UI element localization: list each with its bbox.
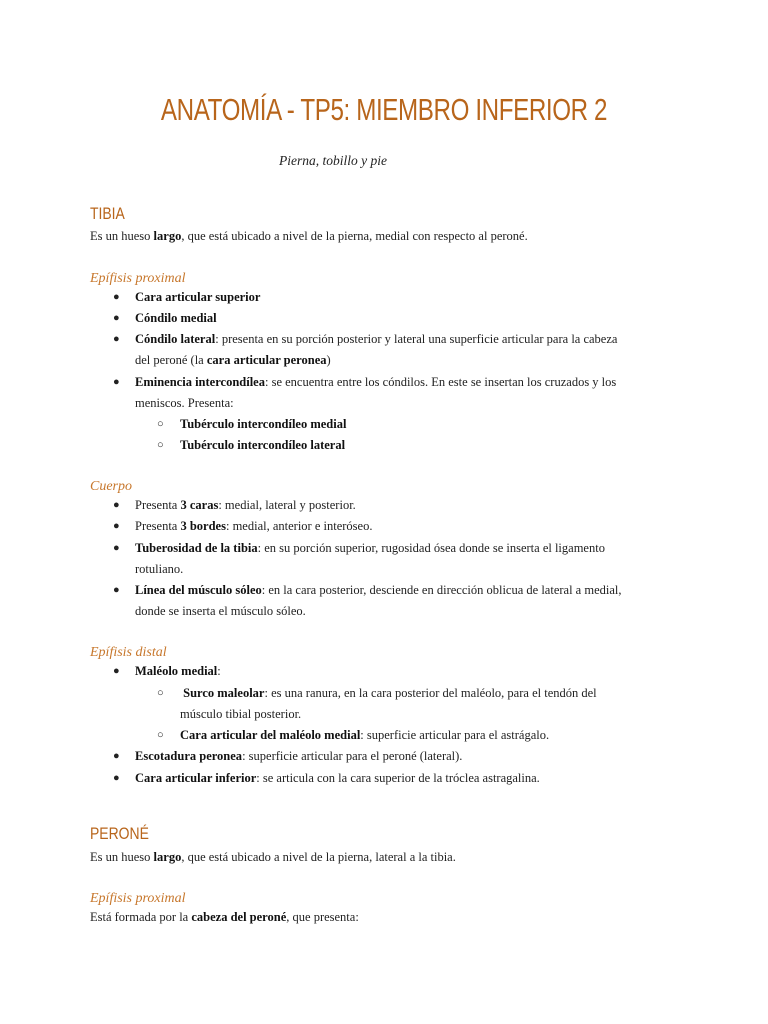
list-item: Presenta 3 caras: medial, lateral y posterior. [135,498,356,512]
bullet-icon: ● [113,772,120,784]
document-title: ANATOMÍA - TP5: MIEMBRO INFERIOR 2 [160,92,608,127]
circle-bullet-icon: ○ [157,439,164,451]
bullet-icon: ● [113,499,120,511]
perone-proximal-text: Está formada por la cabeza del peroné, que presenta: [90,910,359,924]
sub-list-item: Tubérculo intercondíleo lateral [180,438,346,452]
list-item: Cara articular superior [135,290,261,304]
list-item: Cara articular inferior: se articula con la cara superior de la tróclea astragalina. [135,771,540,785]
list-item: Cóndilo medial [135,311,217,325]
sub-list-item: Cara articular del maléolo medial: superficie articular para el astrágalo. [180,728,550,742]
document-subtitle: Pierna, tobillo y pie [279,153,387,168]
bullet-icon: ● [113,584,120,596]
bullet-icon: ● [113,333,120,345]
bullet-icon: ● [113,376,120,388]
subheading-perone-proximal: Epífisis proximal [90,891,186,906]
subheading-tibia-distal: Epífisis distal [90,645,167,660]
list-item: Cóndilo lateral: presenta en su porción posterior y lateral una superficie articular para la cabeza del peroné (la cara articular peronea) [135,332,618,367]
list-item: Línea del músculo sóleo: en la cara posterior, desciende en dirección oblicua de lateral a medial, donde se inserta el músculo sóleo. [135,583,622,618]
section-heading-perone: PERONÉ [90,824,149,843]
list-item: Tuberosidad de la tibia: en su porción superior, rugosidad ósea donde se inserta el ligamento rotuliano. [135,541,605,576]
subheading-tibia-proximal: Epífisis proximal [90,271,186,286]
list-item: Escotadura peronea: superficie articular para el peroné (lateral). [135,749,463,763]
bullet-icon: ● [113,665,120,677]
subheading-tibia-body: Cuerpo [90,479,132,494]
circle-bullet-icon: ○ [157,729,164,741]
circle-bullet-icon: ○ [157,418,164,430]
tibia-intro: Es un hueso largo, que está ubicado a nivel de la pierna, medial con respecto al peroné. [90,229,528,243]
bullet-icon: ● [113,312,120,324]
circle-bullet-icon: ○ [157,687,164,699]
perone-intro: Es un hueso largo, que está ubicado a nivel de la pierna, lateral a la tibia. [90,850,456,864]
bullet-icon: ● [113,750,120,762]
bullet-icon: ● [113,291,120,303]
list-item: Presenta 3 bordes: medial, anterior e interóseo. [135,519,373,533]
sub-list-item: Surco maleolar: es una ranura, en la cara posterior del maléolo, para el tendón del músculo tibial posterior. [180,686,597,721]
sub-list-item: Tubérculo intercondíleo medial [180,417,347,431]
bullet-icon: ● [113,520,120,532]
section-heading-tibia: TIBIA [90,204,125,223]
bullet-icon: ● [113,542,120,554]
list-item: Eminencia intercondílea: se encuentra entre los cóndilos. En este se insertan los cruzados y los meniscos. Presenta: [135,375,617,410]
list-item: Maléolo medial: [135,664,221,678]
